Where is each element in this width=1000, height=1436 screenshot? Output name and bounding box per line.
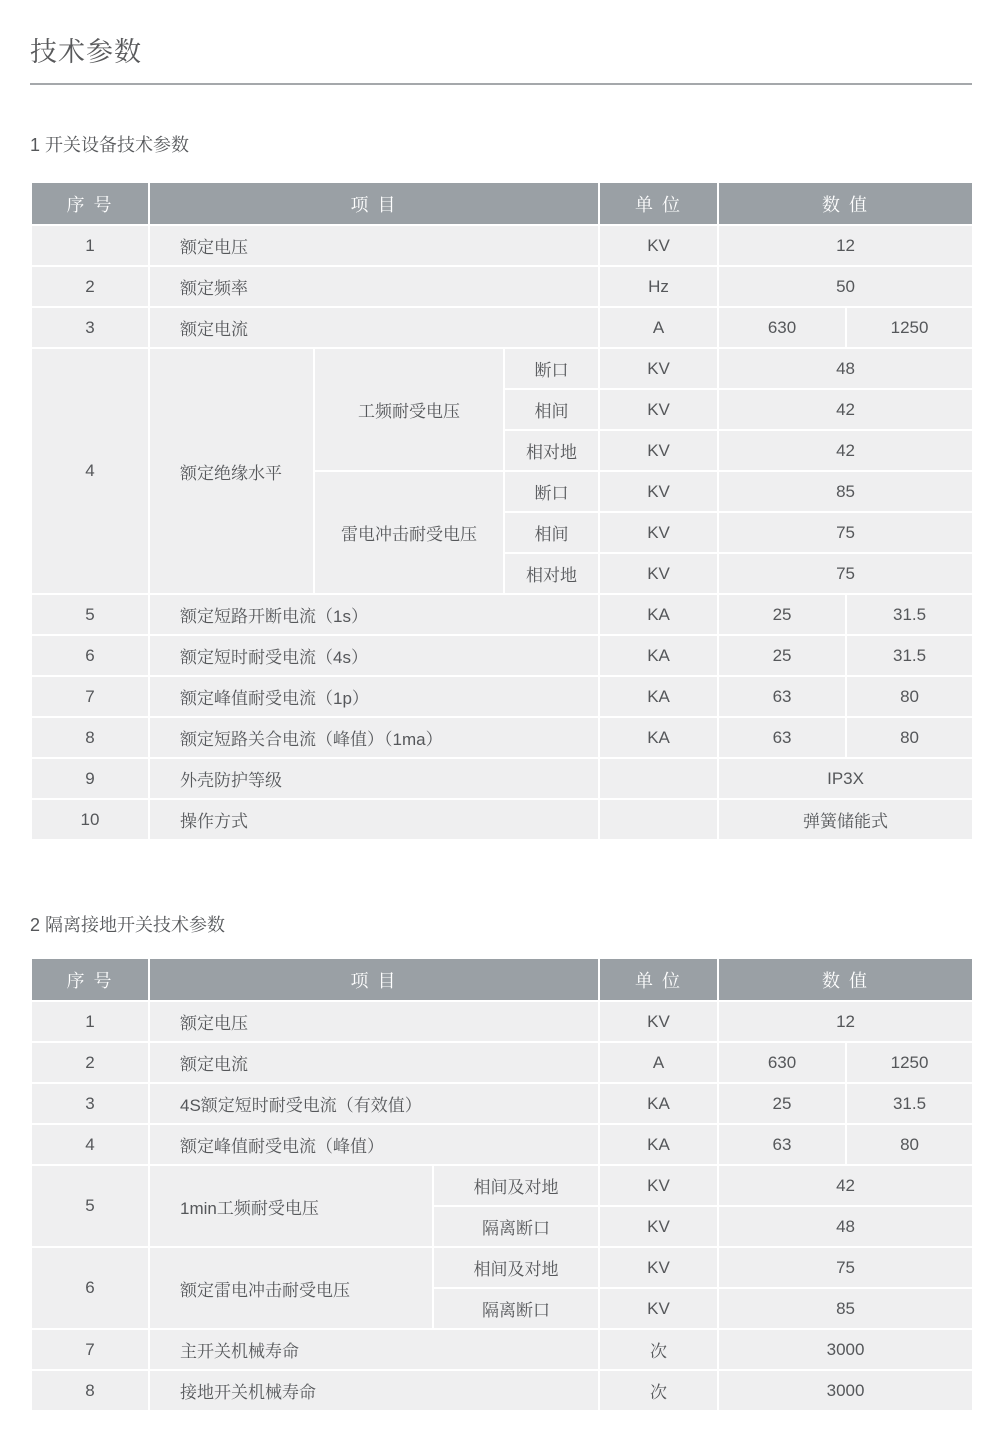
t1-r4-g1-sub1: 相间 (504, 389, 599, 430)
table-row (31, 1329, 973, 1370)
table-row (31, 1042, 973, 1083)
t2-header-item: 项 目 (149, 958, 599, 1001)
t1-r6-item: 额定短时耐受电流（4s） (149, 635, 599, 676)
t1-r2-seq: 2 (31, 266, 149, 307)
t1-r3-value2: 1250 (846, 307, 973, 348)
title-rule (30, 83, 972, 85)
table-row (31, 225, 973, 266)
t2-r8-seq: 8 (31, 1370, 149, 1411)
t1-r4-g2-value2: 75 (718, 553, 973, 594)
t2-r4-value2: 80 (846, 1124, 973, 1165)
t2-r5-value1: 48 (718, 1206, 973, 1247)
section2-heading: 2 隔离接地开关技术参数 (30, 915, 226, 935)
section-disconnector-parameters (30, 911, 972, 1412)
t2-r1-seq: 1 (31, 1001, 149, 1042)
t2-r7-item: 主开关机械寿命 (149, 1329, 599, 1370)
t1-r4-g2-unit1: KV (599, 512, 718, 553)
t1-r6-value1: 25 (718, 635, 846, 676)
t2-r2-item: 额定电流 (149, 1042, 599, 1083)
t2-r3-value1: 25 (718, 1083, 846, 1124)
table-row (31, 1370, 973, 1411)
section1-heading: 1 开关设备技术参数 (30, 135, 190, 155)
table-row (31, 717, 973, 758)
t1-r4-g2-sub2: 相对地 (504, 553, 599, 594)
t1-r5-seq: 5 (31, 594, 149, 635)
table-row (31, 307, 973, 348)
t1-r1-seq: 1 (31, 225, 149, 266)
t1-r9-seq: 9 (31, 758, 149, 799)
t2-r3-unit: KA (599, 1083, 718, 1124)
t1-r4-g2-value0: 85 (718, 471, 973, 512)
t2-r1-value: 12 (718, 1001, 973, 1042)
t1-r7-item: 额定峰值耐受电流（1p） (149, 676, 599, 717)
table-row (31, 1124, 973, 1165)
t2-r3-item: 4S额定短时耐受电流（有效值） (149, 1083, 599, 1124)
t2-r4-value1: 63 (718, 1124, 846, 1165)
t2-r3-seq: 3 (31, 1083, 149, 1124)
t2-r4-seq: 4 (31, 1124, 149, 1165)
t1-r4-g1-sub2: 相对地 (504, 430, 599, 471)
t2-header-value: 数 值 (718, 958, 973, 1001)
t2-r3-value2: 31.5 (846, 1083, 973, 1124)
table-header-row (31, 182, 973, 225)
t1-r5-value1: 25 (718, 594, 846, 635)
t2-r5-unit0: KV (599, 1165, 718, 1206)
t1-header-item: 项 目 (149, 182, 599, 225)
t1-r1-item: 额定电压 (149, 225, 599, 266)
t1-r2-item: 额定频率 (149, 266, 599, 307)
t1-r4-g2-sub0: 断口 (504, 471, 599, 512)
t1-r8-value2: 80 (846, 717, 973, 758)
t1-r4-g1-value0: 48 (718, 348, 973, 389)
t2-r6-unit1: KV (599, 1288, 718, 1329)
t1-r1-value: 12 (718, 225, 973, 266)
t1-r5-unit: KA (599, 594, 718, 635)
t2-r8-item: 接地开关机械寿命 (149, 1370, 599, 1411)
t2-r7-unit: 次 (599, 1329, 718, 1370)
table-row (31, 676, 973, 717)
table-row (31, 758, 973, 799)
t1-header-unit: 单 位 (599, 182, 718, 225)
t1-r5-item: 额定短路开断电流（1s） (149, 594, 599, 635)
t2-r5-sub1: 隔离断口 (433, 1206, 599, 1247)
t1-r4-g2-value1: 75 (718, 512, 973, 553)
t2-r7-seq: 7 (31, 1329, 149, 1370)
page-title: 技术参数 (30, 37, 142, 67)
t1-r7-seq: 7 (31, 676, 149, 717)
t1-r1-unit: KV (599, 225, 718, 266)
t2-r2-value1: 630 (718, 1042, 846, 1083)
t1-r7-unit: KA (599, 676, 718, 717)
table-row (31, 1247, 973, 1288)
t2-r5-item: 1min工频耐受电压 (149, 1165, 433, 1247)
t2-r4-item: 额定峰值耐受电流（峰值） (149, 1124, 599, 1165)
t1-r3-seq: 3 (31, 307, 149, 348)
table-row (31, 348, 973, 389)
t1-r4-group1-label: 工频耐受电压 (314, 348, 504, 471)
t2-r6-unit0: KV (599, 1247, 718, 1288)
t1-r10-value: 弹簧储能式 (718, 799, 973, 840)
t1-r7-value2: 80 (846, 676, 973, 717)
t1-r4-g1-sub0: 断口 (504, 348, 599, 389)
t1-r4-g1-unit2: KV (599, 430, 718, 471)
t1-r4-g2-unit0: KV (599, 471, 718, 512)
t2-header-unit: 单 位 (599, 958, 718, 1001)
t1-r3-item: 额定电流 (149, 307, 599, 348)
t1-r10-item: 操作方式 (149, 799, 599, 840)
t1-r10-seq: 10 (31, 799, 149, 840)
table-row (31, 594, 973, 635)
t1-r9-value: IP3X (718, 758, 973, 799)
t1-r9-unit-empty (599, 758, 718, 799)
table-row (31, 1083, 973, 1124)
t2-r5-seq: 5 (31, 1165, 149, 1247)
t1-r6-unit: KA (599, 635, 718, 676)
t2-r8-value: 3000 (718, 1370, 973, 1411)
t2-r4-unit: KA (599, 1124, 718, 1165)
switchgear-parameters-table (30, 181, 974, 841)
t1-r5-value2: 31.5 (846, 594, 973, 635)
t2-r6-value0: 75 (718, 1247, 973, 1288)
table-row (31, 635, 973, 676)
t1-r6-seq: 6 (31, 635, 149, 676)
t1-r8-item: 额定短路关合电流（峰值）（1ma） (149, 717, 599, 758)
t1-r8-value1: 63 (718, 717, 846, 758)
t1-r8-seq: 8 (31, 717, 149, 758)
t2-r5-value0: 42 (718, 1165, 973, 1206)
t1-r3-value1: 630 (718, 307, 846, 348)
disconnector-parameters-table (30, 957, 974, 1412)
t1-r9-item: 外壳防护等级 (149, 758, 599, 799)
t1-r4-g1-unit0: KV (599, 348, 718, 389)
t2-r6-item: 额定雷电冲击耐受电压 (149, 1247, 433, 1329)
table-row (31, 1001, 973, 1042)
t2-r7-value: 3000 (718, 1329, 973, 1370)
t1-r2-unit: Hz (599, 266, 718, 307)
t1-r4-item: 额定绝缘水平 (149, 348, 314, 594)
t2-r8-unit: 次 (599, 1370, 718, 1411)
section-switchgear-parameters (30, 131, 972, 841)
t1-r8-unit: KA (599, 717, 718, 758)
table-row (31, 799, 973, 840)
t1-r4-g1-value1: 42 (718, 389, 973, 430)
t1-r4-g2-sub1: 相间 (504, 512, 599, 553)
table-row (31, 1165, 973, 1206)
t2-r2-value2: 1250 (846, 1042, 973, 1083)
t1-r7-value1: 63 (718, 676, 846, 717)
t1-header-seq: 序 号 (31, 182, 149, 225)
t2-r6-sub1: 隔离断口 (433, 1288, 599, 1329)
t1-r3-unit: A (599, 307, 718, 348)
t1-r4-g1-value2: 42 (718, 430, 973, 471)
t2-r2-unit: A (599, 1042, 718, 1083)
table-row (31, 266, 973, 307)
t1-header-value: 数 值 (718, 182, 973, 225)
t2-header-seq: 序 号 (31, 958, 149, 1001)
t1-r4-group2-label: 雷电冲击耐受电压 (314, 471, 504, 594)
t1-r10-unit-empty (599, 799, 718, 840)
t1-r4-g1-unit1: KV (599, 389, 718, 430)
t1-r4-g2-unit2: KV (599, 553, 718, 594)
t2-r2-seq: 2 (31, 1042, 149, 1083)
t1-r2-value: 50 (718, 266, 973, 307)
t2-r5-unit1: KV (599, 1206, 718, 1247)
t2-r6-value1: 85 (718, 1288, 973, 1329)
t1-r6-value2: 31.5 (846, 635, 973, 676)
t2-r5-sub0: 相间及对地 (433, 1165, 599, 1206)
t2-r6-sub0: 相间及对地 (433, 1247, 599, 1288)
t2-r1-item: 额定电压 (149, 1001, 599, 1042)
t2-r6-seq: 6 (31, 1247, 149, 1329)
t2-r1-unit: KV (599, 1001, 718, 1042)
table-header-row (31, 958, 973, 1001)
t1-r4-seq: 4 (31, 348, 149, 594)
